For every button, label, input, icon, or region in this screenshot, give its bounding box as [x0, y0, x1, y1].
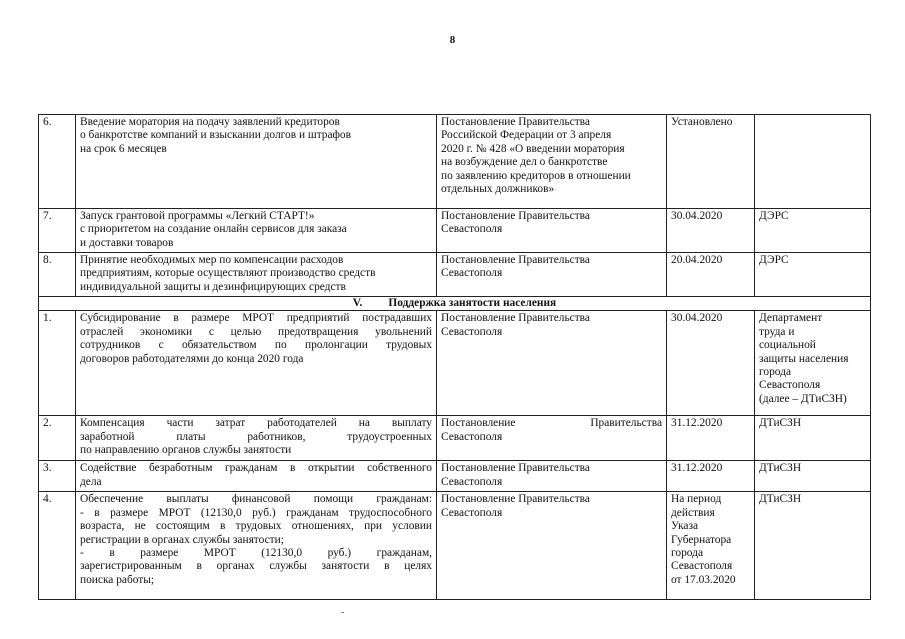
deadline: 31.12.2020: [667, 461, 755, 492]
table-row: [39, 311, 871, 416]
legal-document: Постановление Правительства Севастополя: [437, 492, 667, 600]
table-row: [39, 492, 871, 600]
legal-document: Постановление Правительства Севастополя: [437, 253, 667, 297]
section-title: Поддержка занятости населения: [388, 297, 557, 309]
deadline: 20.04.2020: [667, 253, 755, 297]
measure-text: Принятие необходимых мер по компенсации расходов предприятиям, которые осуществляют производство средств индивидуальной защиты и дезинфицирующих средств: [76, 253, 437, 297]
section-header-row: [39, 297, 871, 311]
row-number: 2.: [39, 416, 76, 461]
responsible-body: ДЭРС: [755, 209, 871, 253]
section-heading: [39, 297, 871, 311]
measure-text: Запуск грантовой программы «Легкий СТАРТ!» с приоритетом на создание онлайн сервисов для заказа и доставки товаров: [76, 209, 437, 253]
legal-document: Постановление Правительства Российской Федерации от 3 апреля 2020 г. № 428 «О введении моратория на возбуждение дел о банкротстве по заявлению кредиторов в отношении отдельных должников»: [437, 115, 667, 209]
page-number: 8: [449, 34, 456, 46]
table-row: [39, 253, 871, 297]
measure-text: Содействие безработным гражданам в открытии собственного дела: [76, 461, 437, 492]
table-row: [39, 115, 871, 209]
measure-text: Субсидирование в размере МРОТ предприятий пострадавших отраслей экономики с целью предотвращения увольнений сотрудников с обязательством по пролонгации трудовых договоров работодателями до конца 2020 года: [76, 311, 437, 416]
responsible-body: [755, 115, 871, 209]
measure-text: Компенсация части затрат работодателей на выплату заработной платы работников, трудоустроенных по направлению органов службы занятости: [76, 416, 437, 461]
section-number: V.: [352, 297, 363, 309]
measures-table: [38, 114, 871, 600]
responsible-body: ДТиСЗН: [755, 461, 871, 492]
responsible-body: ДТиСЗН: [755, 492, 871, 600]
legal-document: Постановление Правительства Севастополя: [437, 209, 667, 253]
row-number: 3.: [39, 461, 76, 492]
deadline: На период действия Указа Губернатора города Севастополя от 17.03.2020: [667, 492, 755, 600]
deadline: 31.12.2020: [667, 416, 755, 461]
legal-document: Постановление Правительства Севастополя: [437, 416, 667, 461]
scan-artifact: [341, 612, 344, 613]
deadline: Установлено: [667, 115, 755, 209]
table-row: [39, 461, 871, 492]
row-number: 7.: [39, 209, 76, 253]
measure-text: Введение моратория на подачу заявлений кредиторов о банкротстве компаний и взыскании долгов и штрафов на срок 6 месяцев: [76, 115, 437, 209]
table-row: [39, 416, 871, 461]
deadline: 30.04.2020: [667, 311, 755, 416]
row-number: 1.: [39, 311, 76, 416]
measure-text: Обеспечение выплаты финансовой помощи гражданам: - в размере МРОТ (12130,0 руб.) гражданам трудоспособного возраста, не состоящим в трудовых отношениях, при условии регистрации в органах службы занятости; - в размере МРОТ (12130,0 руб.) гражданам, зарегистрированным в органах службы занятости в целях поиска работы;: [76, 492, 437, 600]
row-number: 6.: [39, 115, 76, 209]
responsible-body: ДЭРС: [755, 253, 871, 297]
row-number: 4.: [39, 492, 76, 600]
row-number: 8.: [39, 253, 76, 297]
legal-document: Постановление Правительства Севастополя: [437, 311, 667, 416]
legal-document: Постановление Правительства Севастополя: [437, 461, 667, 492]
responsible-body: Департамент труда и социальной защиты населения города Севастополя (далее – ДТиСЗН): [755, 311, 871, 416]
deadline: 30.04.2020: [667, 209, 755, 253]
table-row: [39, 209, 871, 253]
responsible-body: ДТиСЗН: [755, 416, 871, 461]
